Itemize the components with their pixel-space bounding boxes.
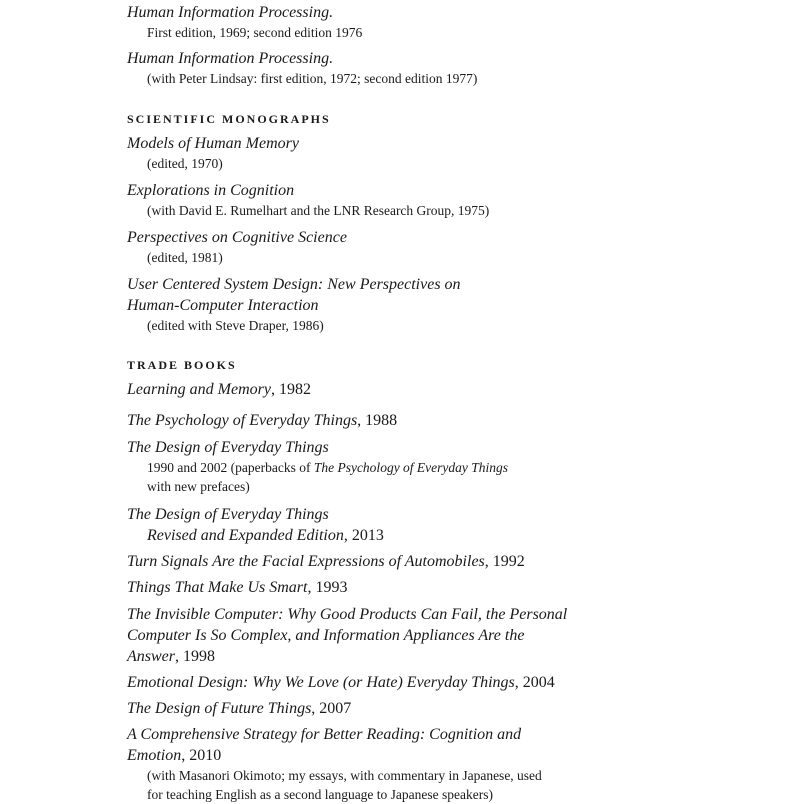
book-detail-continued: with new prefaces) xyxy=(147,479,250,494)
trade-book-entry xyxy=(127,379,311,400)
book-title: Human Information Processing. xyxy=(127,4,334,21)
trade-book-entry xyxy=(127,672,555,693)
book-title: The Design of Everyday Things xyxy=(127,506,329,523)
book-title: The Design of Future Things xyxy=(127,700,312,717)
book-title-continued: Answer xyxy=(127,648,175,665)
book-detail: First edition, 1969; second edition 1976 xyxy=(147,25,363,40)
book-title-continued: Human-Computer Interaction xyxy=(127,297,319,314)
book-year: , 1988 xyxy=(357,412,398,429)
book-title-continued: Emotion xyxy=(127,747,182,764)
book-detail: (with Peter Lindsay: first edition, 1972; second edition 1977) xyxy=(147,71,478,86)
book-title: Learning and Memory xyxy=(127,381,271,398)
textbook-entry xyxy=(127,2,362,42)
trade-book-entry xyxy=(127,504,384,546)
book-title: The Invisible Computer: Why Good Products Can Fail, the Personal xyxy=(127,606,568,623)
monograph-entry xyxy=(127,133,299,173)
book-year: , 1998 xyxy=(175,648,215,665)
book-title: The Design of Everyday Things xyxy=(127,439,329,456)
textbook-entry xyxy=(127,48,477,88)
monograph-entry xyxy=(127,274,461,335)
book-detail: (edited, 1970) xyxy=(147,156,223,171)
book-title: The Psychology of Everyday Things xyxy=(127,412,358,429)
trade-book-entry xyxy=(127,410,397,431)
book-title: A Comprehensive Strategy for Better Reading: Cognition and xyxy=(127,726,522,743)
monograph-entry xyxy=(127,180,489,220)
book-detail-title: The Psychology of Everyday Things xyxy=(313,460,509,475)
section-heading-monographs: SCIENTIFIC MONOGRAPHS xyxy=(127,112,331,126)
trade-book-entry xyxy=(127,698,351,719)
book-year: , 2007 xyxy=(311,700,352,717)
trade-book-entry xyxy=(127,577,347,598)
book-title: Emotional Design: Why We Love (or Hate) Everyday Things xyxy=(127,674,515,691)
trade-book-entry xyxy=(127,604,567,667)
book-subtitle: Revised and Expanded Edition xyxy=(147,527,344,544)
book-year: , 1993 xyxy=(307,579,348,596)
book-title: Turn Signals Are the Facial Expressions of Automobiles xyxy=(127,553,485,570)
book-title: Perspectives on Cognitive Science xyxy=(127,229,347,246)
book-title-continued: Computer Is So Complex, and Information Appliances Are the xyxy=(127,627,525,644)
book-title: Explorations in Cognition xyxy=(127,182,295,199)
book-detail: (edited, 1981) xyxy=(147,250,223,265)
trade-book-entry xyxy=(127,724,542,804)
book-title: Human Information Processing. xyxy=(127,50,334,67)
book-year: , 2004 xyxy=(514,674,555,691)
trade-book-entry xyxy=(127,551,525,572)
book-year: , 1992 xyxy=(484,553,525,570)
book-title: Things That Make Us Smart xyxy=(127,579,308,596)
monograph-entry xyxy=(127,227,347,267)
book-year: , 2013 xyxy=(343,527,384,544)
book-title: Models of Human Memory xyxy=(127,135,299,152)
book-detail: (with David E. Rumelhart and the LNR Research Group, 1975) xyxy=(147,203,490,218)
book-year: , 2010 xyxy=(181,747,222,764)
book-title: User Centered System Design: New Perspectives on xyxy=(127,276,461,293)
book-detail: (with Masanori Okimoto; my essays, with commentary in Japanese, used xyxy=(147,768,542,783)
book-detail: (edited with Steve Draper, 1986) xyxy=(147,318,324,333)
book-year: , 1982 xyxy=(270,381,311,398)
book-detail: 1990 and 2002 (paperbacks of xyxy=(147,460,314,475)
book-detail-continued: for teaching English as a second language to Japanese speakers) xyxy=(147,787,493,802)
trade-book-entry xyxy=(127,437,508,496)
section-heading-trade-books: TRADE BOOKS xyxy=(127,358,237,372)
